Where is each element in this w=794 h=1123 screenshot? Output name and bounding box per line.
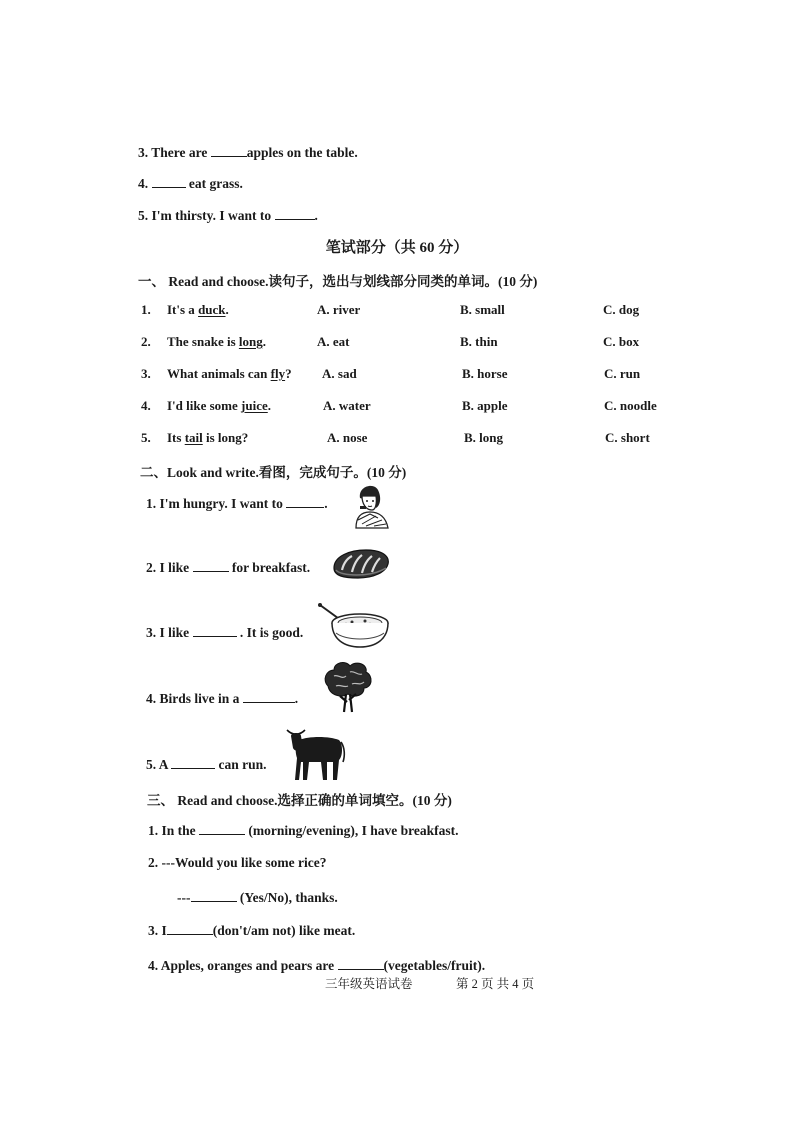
question-text: .: [324, 496, 328, 511]
option-a[interactable]: A. nose: [327, 430, 368, 445]
sentence-text: ?: [285, 366, 292, 381]
option-c[interactable]: C. box: [603, 334, 640, 349]
sentence-text: What animals can: [167, 366, 271, 381]
item-number: 3.: [141, 366, 151, 381]
tree-icon: [320, 658, 374, 714]
footer-page-number: 第 2 页 共 4 页: [456, 977, 535, 991]
part3-item: [148, 822, 459, 839]
written-section-title: 笔试部分（共 60 分）: [325, 240, 469, 256]
cow-icon: [283, 726, 347, 782]
answer-blank[interactable]: [191, 889, 237, 902]
question-text: ---: [177, 890, 191, 905]
question-text: eat grass.: [185, 176, 243, 191]
option-a[interactable]: A. river: [317, 302, 361, 317]
underlined-word: fly: [270, 366, 286, 381]
option-b[interactable]: B. small: [460, 302, 505, 317]
underlined-word: long: [238, 334, 263, 349]
answer-blank[interactable]: [152, 175, 186, 188]
option-a[interactable]: A. sad: [322, 366, 357, 381]
option-c[interactable]: C. dog: [603, 302, 640, 317]
item-sentence: [167, 334, 266, 350]
answer-blank[interactable]: [338, 957, 384, 970]
answer-blank[interactable]: [193, 559, 229, 572]
sentence-text: The snake is: [167, 334, 239, 349]
item-number: 1.: [141, 302, 151, 317]
item-number: 4.: [141, 398, 151, 413]
answer-blank[interactable]: [171, 756, 215, 769]
question-text: . It is good.: [236, 625, 304, 640]
question-text: 4. Apples, oranges and pears are: [148, 958, 338, 973]
question-text: 3. I: [148, 923, 167, 938]
footer-exam-title: 三年级英语试卷: [325, 977, 413, 991]
sentence-text: .: [262, 334, 266, 349]
question-text: can run.: [215, 757, 267, 772]
item-sentence: [167, 398, 271, 414]
item-number: 2.: [141, 334, 151, 349]
sentence-text: I'd like some: [167, 398, 242, 413]
item-sentence: [167, 302, 229, 318]
sentence-text: Its: [167, 430, 185, 445]
part3-item: [148, 957, 485, 974]
question-text: 5. A: [146, 757, 172, 772]
question-text: 3. There are: [138, 145, 211, 160]
item-number: 5.: [141, 430, 151, 445]
part2-item: [146, 690, 298, 707]
question-text: .: [294, 691, 299, 706]
bread-icon: [330, 546, 392, 582]
sentence-text: .: [225, 302, 229, 317]
part2-item: [146, 559, 310, 576]
answer-blank[interactable]: [243, 690, 295, 703]
part2-item: [146, 624, 303, 641]
question-text: 1. In the: [148, 823, 200, 838]
sentence-text: is long?: [202, 430, 249, 445]
part2-heading: 二、Look and write.看图，完成句子。(10 分): [140, 465, 407, 480]
sentence-text: .: [267, 398, 272, 413]
question-text: apples on the table.: [246, 145, 358, 160]
part1-heading: 一、 Read and choose.读句子，选出与划线部分同类的单词。(10 分): [138, 274, 538, 289]
answer-blank[interactable]: [193, 624, 237, 637]
part3-heading: 三、 Read and choose.选择正确的单词填空。(10 分): [147, 793, 452, 808]
question-5: [138, 207, 318, 224]
question-4: [138, 175, 243, 192]
answer-blank[interactable]: [167, 922, 213, 935]
underlined-word: tail: [184, 430, 203, 445]
option-c[interactable]: C. noodle: [604, 398, 657, 413]
answer-blank[interactable]: [275, 207, 315, 220]
part3-item: [148, 855, 327, 871]
option-b[interactable]: B. long: [464, 430, 504, 445]
answer-blank[interactable]: [286, 495, 324, 508]
question-text: for breakfast.: [228, 560, 311, 575]
item-sentence: [167, 430, 248, 446]
option-c[interactable]: C. run: [604, 366, 641, 381]
soup-bowl-icon: [316, 603, 392, 651]
part2-item: [146, 495, 328, 512]
question-text: 3. I like: [146, 625, 193, 640]
option-b[interactable]: B. thin: [460, 334, 498, 349]
question-text: 5. I'm thirsty. I want to: [138, 208, 275, 223]
question-text: 2. I like: [146, 560, 193, 575]
question-text: (morning/evening), I have breakfast.: [245, 823, 459, 838]
question-text: (vegetables/fruit).: [383, 958, 486, 973]
question-text: 4.: [138, 176, 152, 191]
option-b[interactable]: B. apple: [462, 398, 508, 413]
underlined-word: duck: [198, 302, 226, 317]
question-3: [138, 144, 358, 161]
question-text: .: [314, 208, 318, 223]
answer-blank[interactable]: [211, 144, 247, 157]
question-text: (don't/am not) like meat.: [212, 923, 356, 938]
part2-item: [146, 756, 267, 773]
question-text: 1. I'm hungry. I want to: [146, 496, 287, 511]
question-text: 2. ---Would you like some rice?: [148, 855, 327, 870]
option-a[interactable]: A. eat: [317, 334, 350, 349]
sentence-text: It's a: [167, 302, 199, 317]
part3-item: [148, 922, 355, 939]
question-text: (Yes/No), thanks.: [236, 890, 338, 905]
option-a[interactable]: A. water: [323, 398, 371, 413]
underlined-word: juice: [241, 398, 268, 413]
option-c[interactable]: C. short: [605, 430, 650, 445]
question-text: 4. Birds live in a: [146, 691, 243, 706]
answer-blank[interactable]: [199, 822, 245, 835]
option-b[interactable]: B. horse: [462, 366, 508, 381]
part3-item: [177, 889, 338, 906]
eating-girl-icon: [346, 480, 392, 530]
item-sentence: [167, 366, 292, 382]
